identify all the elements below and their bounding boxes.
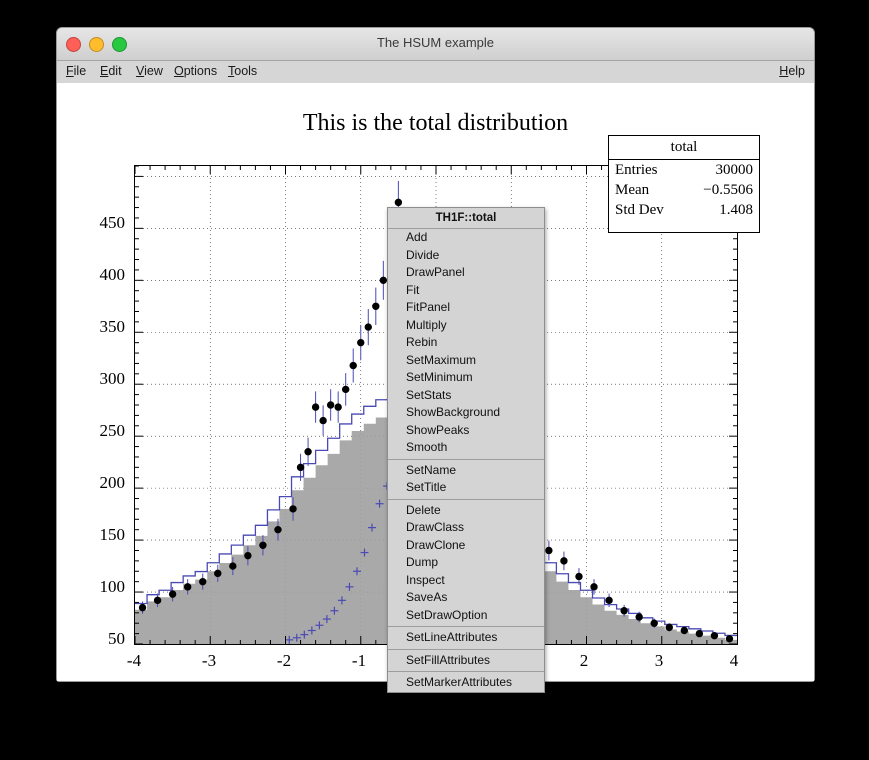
context-menu-item-showpeaks[interactable]: ShowPeaks <box>406 422 470 437</box>
y-tick-0: 0 <box>116 681 125 700</box>
context-menu-title: TH1F::total <box>388 208 544 229</box>
context-menu-item-settitle[interactable]: SetTitle <box>406 480 447 494</box>
y-tick-50: 50 <box>108 629 125 648</box>
context-menu-item-inspect[interactable]: Inspect <box>406 572 445 587</box>
stats-label-entries: Entries <box>615 162 658 178</box>
context-menu-item-setmaximum[interactable]: SetMaximum <box>406 352 477 367</box>
context-menu-item-drawpanel[interactable]: DrawPanel <box>406 265 465 279</box>
x-tick-4: 4 <box>729 651 739 670</box>
context-menu-item-divide[interactable]: Divide <box>406 247 440 262</box>
menu-item-options[interactable]: Options <box>174 64 218 78</box>
x-tick-m2: -2 <box>276 651 292 670</box>
context-menu-item-setstats[interactable]: SetStats <box>406 387 452 402</box>
menu-item-options-rest: ptions <box>183 64 218 78</box>
window-title: The HSUM example <box>376 35 495 50</box>
title-bar[interactable] <box>57 28 814 61</box>
menu-item-edit[interactable]: Edit <box>100 64 122 78</box>
y-tick-400: 400 <box>99 265 125 284</box>
menu-bar <box>57 61 814 84</box>
x-tick-m3: -3 <box>201 651 217 670</box>
context-menu-item-dump[interactable]: Dump <box>406 555 439 569</box>
x-tick-2: 2 <box>579 651 589 670</box>
menu-item-file-rest: ile <box>73 64 87 78</box>
context-menu-item-setname[interactable]: SetName <box>406 462 457 477</box>
x-tick-m1: -1 <box>351 651 367 670</box>
x-tick-m4: -4 <box>126 651 142 670</box>
stats-row-mean <box>609 180 759 200</box>
menu-item-view[interactable]: View <box>136 64 163 78</box>
context-menu-item-delete[interactable]: Delete <box>406 502 441 517</box>
context-menu-item-setlineattributes[interactable]: SetLineAttributes <box>406 630 498 644</box>
y-tick-200: 200 <box>99 473 125 492</box>
context-menu-item-drawclone[interactable]: DrawClone <box>406 537 466 552</box>
application-window <box>56 27 815 700</box>
page-title: This is the total distribution <box>302 110 569 136</box>
stats-row-entries <box>609 160 759 180</box>
x-tick-3: 3 <box>654 651 664 670</box>
y-tick-450: 450 <box>99 213 125 232</box>
context-menu-item-setfillattributes[interactable]: SetFillAttributes <box>406 652 491 667</box>
stats-value-entries: 30000 <box>715 162 753 178</box>
context-menu-item-setdrawoption[interactable]: SetDrawOption <box>406 607 488 622</box>
context-menu-item-drawclass[interactable]: DrawClass <box>406 520 465 534</box>
menu-item-tools[interactable]: Tools <box>228 64 258 78</box>
context-menu-item-rebin[interactable]: Rebin <box>406 335 438 349</box>
stats-value-mean: −0.5506 <box>703 182 753 198</box>
context-menu-item-setminimum[interactable]: SetMinimum <box>406 370 473 384</box>
stats-label-mean: Mean <box>615 182 650 198</box>
stats-row-stddev <box>609 200 759 220</box>
context-menu-separator <box>388 626 544 627</box>
context-menu-item-saveas[interactable]: SaveAs <box>406 590 448 604</box>
context-menu-item-multiply[interactable]: Multiply <box>406 317 447 332</box>
y-tick-100: 100 <box>99 577 125 596</box>
context-menu[interactable] <box>387 207 545 693</box>
y-tick-150: 150 <box>99 525 125 544</box>
stats-label-stddev: Std Dev <box>615 202 664 218</box>
context-menu-item-fit[interactable]: Fit <box>406 282 420 297</box>
context-menu-item-fitpanel[interactable]: FitPanel <box>406 300 451 314</box>
root-canvas[interactable] <box>57 83 814 700</box>
context-menu-item-setmarkerattributes[interactable]: SetMarkerAttributes <box>406 675 513 689</box>
menu-item-edit-rest: dit <box>108 64 122 78</box>
menu-item-file[interactable]: File <box>66 64 87 78</box>
y-tick-350: 350 <box>99 317 125 336</box>
context-menu-separator <box>388 459 544 460</box>
context-menu-item-add[interactable]: Add <box>406 230 428 244</box>
context-menu-separator <box>388 671 544 672</box>
context-menu-body <box>388 229 544 692</box>
context-menu-item-smooth[interactable]: Smooth <box>406 440 448 454</box>
menu-item-help-rest: elp <box>788 64 805 78</box>
menu-item-help[interactable]: Help <box>779 64 805 78</box>
context-menu-separator <box>388 649 544 650</box>
stats-value-stddev: 1.408 <box>719 202 753 218</box>
stats-title: total <box>609 136 759 160</box>
context-menu-item-showbackground[interactable]: ShowBackground <box>406 405 501 419</box>
stats-box[interactable] <box>608 135 760 233</box>
menu-item-view-rest: iew <box>144 64 163 78</box>
context-menu-separator <box>388 499 544 500</box>
y-tick-250: 250 <box>99 421 125 440</box>
y-tick-300: 300 <box>99 369 125 388</box>
menu-item-tools-rest: ools <box>234 64 258 78</box>
